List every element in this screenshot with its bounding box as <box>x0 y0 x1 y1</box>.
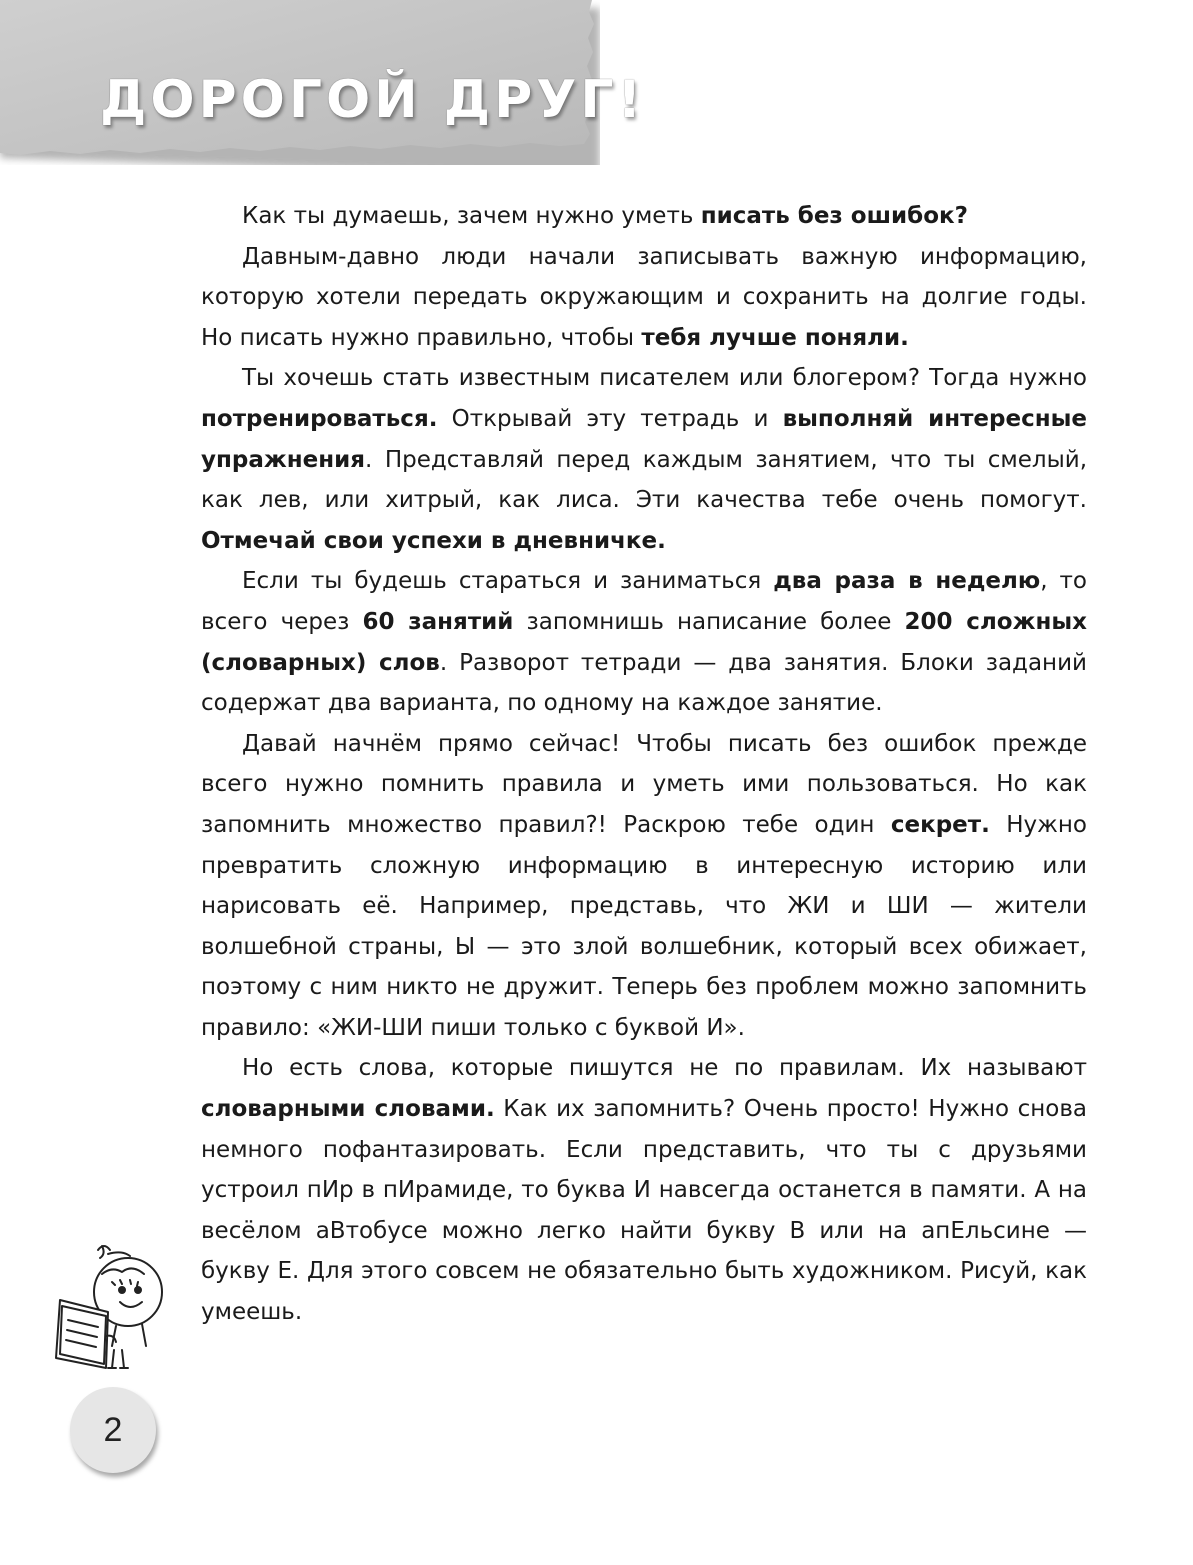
bold-text: потренироваться. <box>201 405 438 432</box>
bold-text: тебя лучше поняли. <box>641 324 909 351</box>
bold-text: Отмечай свои успехи в дневничке. <box>201 527 666 554</box>
text-segment: Ты хочешь стать известным писателем или блогером? Тогда нужно <box>242 365 1087 392</box>
text-segment: Как их запомнить? Очень просто! Нужно снова немного пофантазировать. Если представить, что ты с друзьями устроил пИр в пИрамиде, то буква И навсегда останется в памяти. А на весёлом аВтобусе можно легко найти букву В или на апЕльсине — букву Е. Для этого совсем не обязательно быть художником. Рисуй, как умеешь. <box>201 1096 1087 1326</box>
bold-text: словарными словами. <box>201 1096 495 1123</box>
girl-with-book-illustration <box>50 1240 170 1380</box>
paragraph <box>201 724 1087 1049</box>
title-banner <box>0 0 646 165</box>
bold-text: 200 сложных (словарных) слов <box>201 608 1087 676</box>
paragraph <box>201 358 1087 561</box>
bold-text: два раза в неделю <box>773 568 1041 595</box>
text-segment: запомнишь написание более <box>513 608 905 635</box>
page-number: 2 <box>103 1411 123 1449</box>
bold-text: секрет. <box>890 811 990 838</box>
paragraph <box>201 561 1087 723</box>
text-segment: . Разворот тетради — два занятия. Блоки заданий содержат два варианта, по одному на каждое занятие. <box>201 649 1087 717</box>
paragraph <box>201 237 1087 359</box>
text-segment: . Представляй перед каждым занятием, что ты смелый, как лев, или хитрый, как лиса. Эти качества тебе очень помогут. <box>201 446 1087 514</box>
text-segment: Если ты будешь стараться и заниматься <box>242 568 774 595</box>
bold-text: писать без ошибок? <box>700 203 968 229</box>
text-segment: Как ты думаешь, зачем нужно уметь <box>242 203 701 229</box>
bold-text: выполняй интересные упражнения <box>201 405 1087 473</box>
paragraph <box>201 196 1087 237</box>
text-segment: , то всего через <box>201 568 1087 635</box>
text-segment: Открывай эту тетрадь и <box>437 405 783 432</box>
page-title: ДОРОГОЙ ДРУГ! <box>100 70 646 130</box>
text-segment: Давай начнём прямо сейчас! Чтобы писать без ошибок прежде всего нужно помнить правила и уметь ими пользоваться. Но как запомнить множество правил?! Раскрою тебе один <box>201 730 1087 838</box>
paragraph <box>201 1048 1087 1332</box>
text-segment: Давным-давно люди начали записывать важную информацию, которую хотели передать окружающим и сохранить на долгие годы. Но писать нужно правильно, чтобы <box>201 243 1087 351</box>
text-segment: Нужно превратить сложную информацию в интересную историю или нарисовать её. Например, представь, что ЖИ и ШИ — жители волшебной страны, Ы — это злой волшебник, который всех обижает, поэтому с ним никто не дружит. Теперь без проблем можно запомнить правило: «ЖИ-ШИ пиши только с буквой И». <box>201 811 1087 1041</box>
body-text <box>201 196 1087 1333</box>
text-segment: Но есть слова, которые пишутся не по правилам. Их называют <box>242 1055 1087 1082</box>
bold-text: 60 занятий <box>362 608 514 635</box>
page-number-badge <box>70 1387 156 1473</box>
